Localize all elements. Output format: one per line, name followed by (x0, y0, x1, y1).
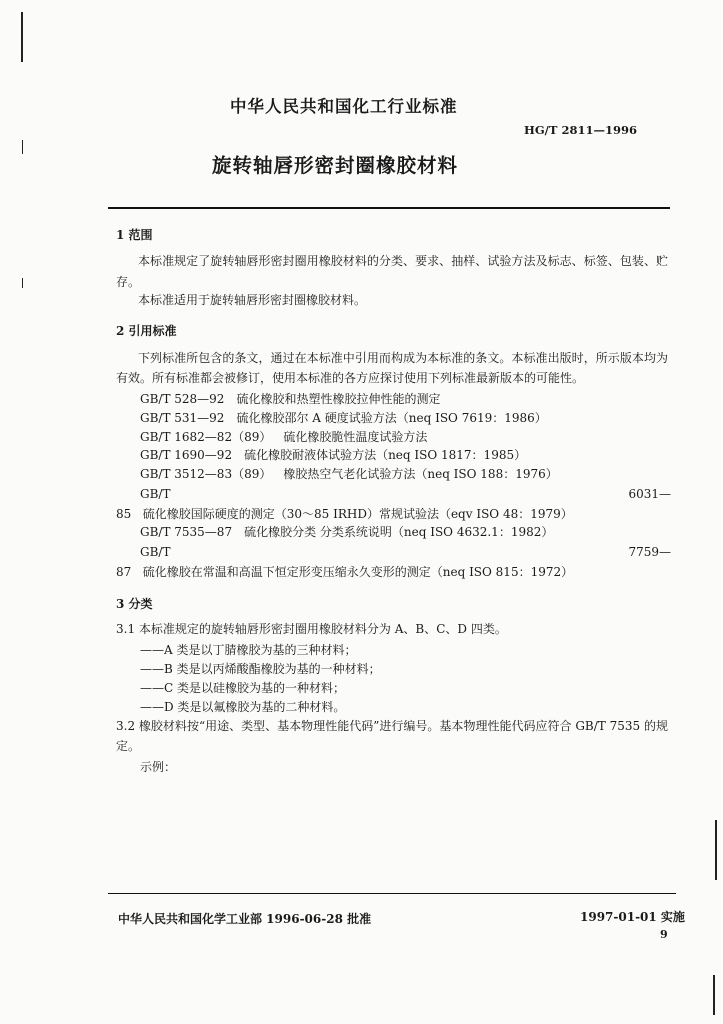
section-1-paragraph-1: 本标准规定了旋转轴唇形密封圈用橡胶材料的分类、要求、抽样、试验方法及标志、标签、包装、贮存。 (116, 254, 668, 289)
section-3-heading: 3 分类 (116, 597, 153, 611)
scan-mark (715, 820, 717, 880)
section-2-heading: 2 引用标准 (116, 324, 177, 338)
approval-statement: 中华人民共和国化学工业部 1996-06-28 批准 (118, 912, 372, 926)
header-divider (108, 207, 670, 209)
clause-3-1: 3.1 本标准规定的旋转轴唇形密封圈用橡胶材料分为 A、B、C、D 四类。 (116, 622, 507, 636)
reference-code: GB/T 531—92 (140, 411, 225, 425)
document-title: 旋转轴唇形密封圈橡胶材料 (212, 154, 459, 177)
issuing-organization: 中华人民共和国化工行业标准 (230, 97, 458, 116)
reference-code: GB/T 1690—92 (140, 448, 233, 462)
reference-item (140, 446, 526, 463)
reference-title: 硫化橡胶邵尔 A 硬度试验方法（neq ISO 7619：1986） (236, 411, 547, 425)
reference-code: GB/T 7535—87 (140, 525, 233, 539)
scan-mark (22, 278, 23, 288)
reference-title: 橡胶热空气老化试验方法（neq ISO 188：1976） (283, 467, 558, 481)
reference-code: GB/T 1682—82（89） (140, 430, 272, 444)
reference-title: 硫化橡胶脆性温度试验方法 (283, 430, 428, 444)
standard-number: HG/T 2811—1996 (524, 123, 637, 137)
reference-code: GB/T 7759—87 (116, 545, 671, 579)
scan-mark (713, 975, 715, 1015)
example-label: 示例： (140, 760, 177, 774)
reference-code: GB/T 6031—85 (116, 487, 671, 521)
category-item: ——A 类是以丁腈橡胶为基的三种材料； (140, 643, 357, 657)
clause-3-2: 3.2 橡胶材料按“用途、类型、基本物理性能代码”进行编号。基本物理性能代码应符合 GB/T 7535 的规定。 (116, 719, 668, 753)
reference-item (116, 484, 671, 524)
effective-date: 1997-01-01 实施 (580, 910, 685, 924)
reference-title: 硫化橡胶分类 分类系统说明（neq ISO 4632.1：1982） (244, 525, 554, 539)
section-1-paragraph-2: 本标准适用于旋转轴唇形密封圈橡胶材料。 (138, 293, 367, 307)
reference-item (140, 523, 553, 540)
reference-code: GB/T 3512—83（89） (140, 467, 272, 481)
footer-divider (108, 893, 676, 894)
page-number: 9 (660, 928, 668, 941)
category-item: ——D 类是以氟橡胶为基的二种材料。 (140, 700, 346, 714)
reference-item (140, 409, 547, 426)
section-1-heading: 1 范围 (116, 228, 153, 242)
category-item: ——C 类是以硅橡胶为基的一种材料； (140, 681, 345, 695)
reference-title: 硫化橡胶和热塑性橡胶拉伸性能的测定 (236, 392, 441, 406)
reference-item (140, 390, 440, 407)
reference-item (116, 542, 671, 582)
scan-mark (21, 12, 23, 62)
reference-title: 硫化橡胶耐液体试验方法（neq ISO 1817：1985） (244, 448, 527, 462)
section-2-intro: 下列标准所包含的条文，通过在本标准中引用而构成为本标准的条文。本标准出版时，所示版本均为有效。所有标准都会被修订，使用本标准的各方应探讨使用下列标准最新版本的可能性。 (116, 351, 668, 385)
reference-item (140, 465, 558, 482)
reference-item (140, 428, 427, 445)
category-item: ——B 类是以丙烯酸酯橡胶为基的一种材料； (140, 662, 381, 676)
reference-title: 硫化橡胶在常温和高温下恒定形变压缩永久变形的测定（neq ISO 815：1972） (142, 565, 574, 579)
reference-code: GB/T 528—92 (140, 392, 225, 406)
reference-title: 硫化橡胶国际硬度的测定（30～85 IRHD）常规试验法（eqv ISO 48：1979） (142, 507, 573, 521)
scan-mark (22, 140, 23, 154)
